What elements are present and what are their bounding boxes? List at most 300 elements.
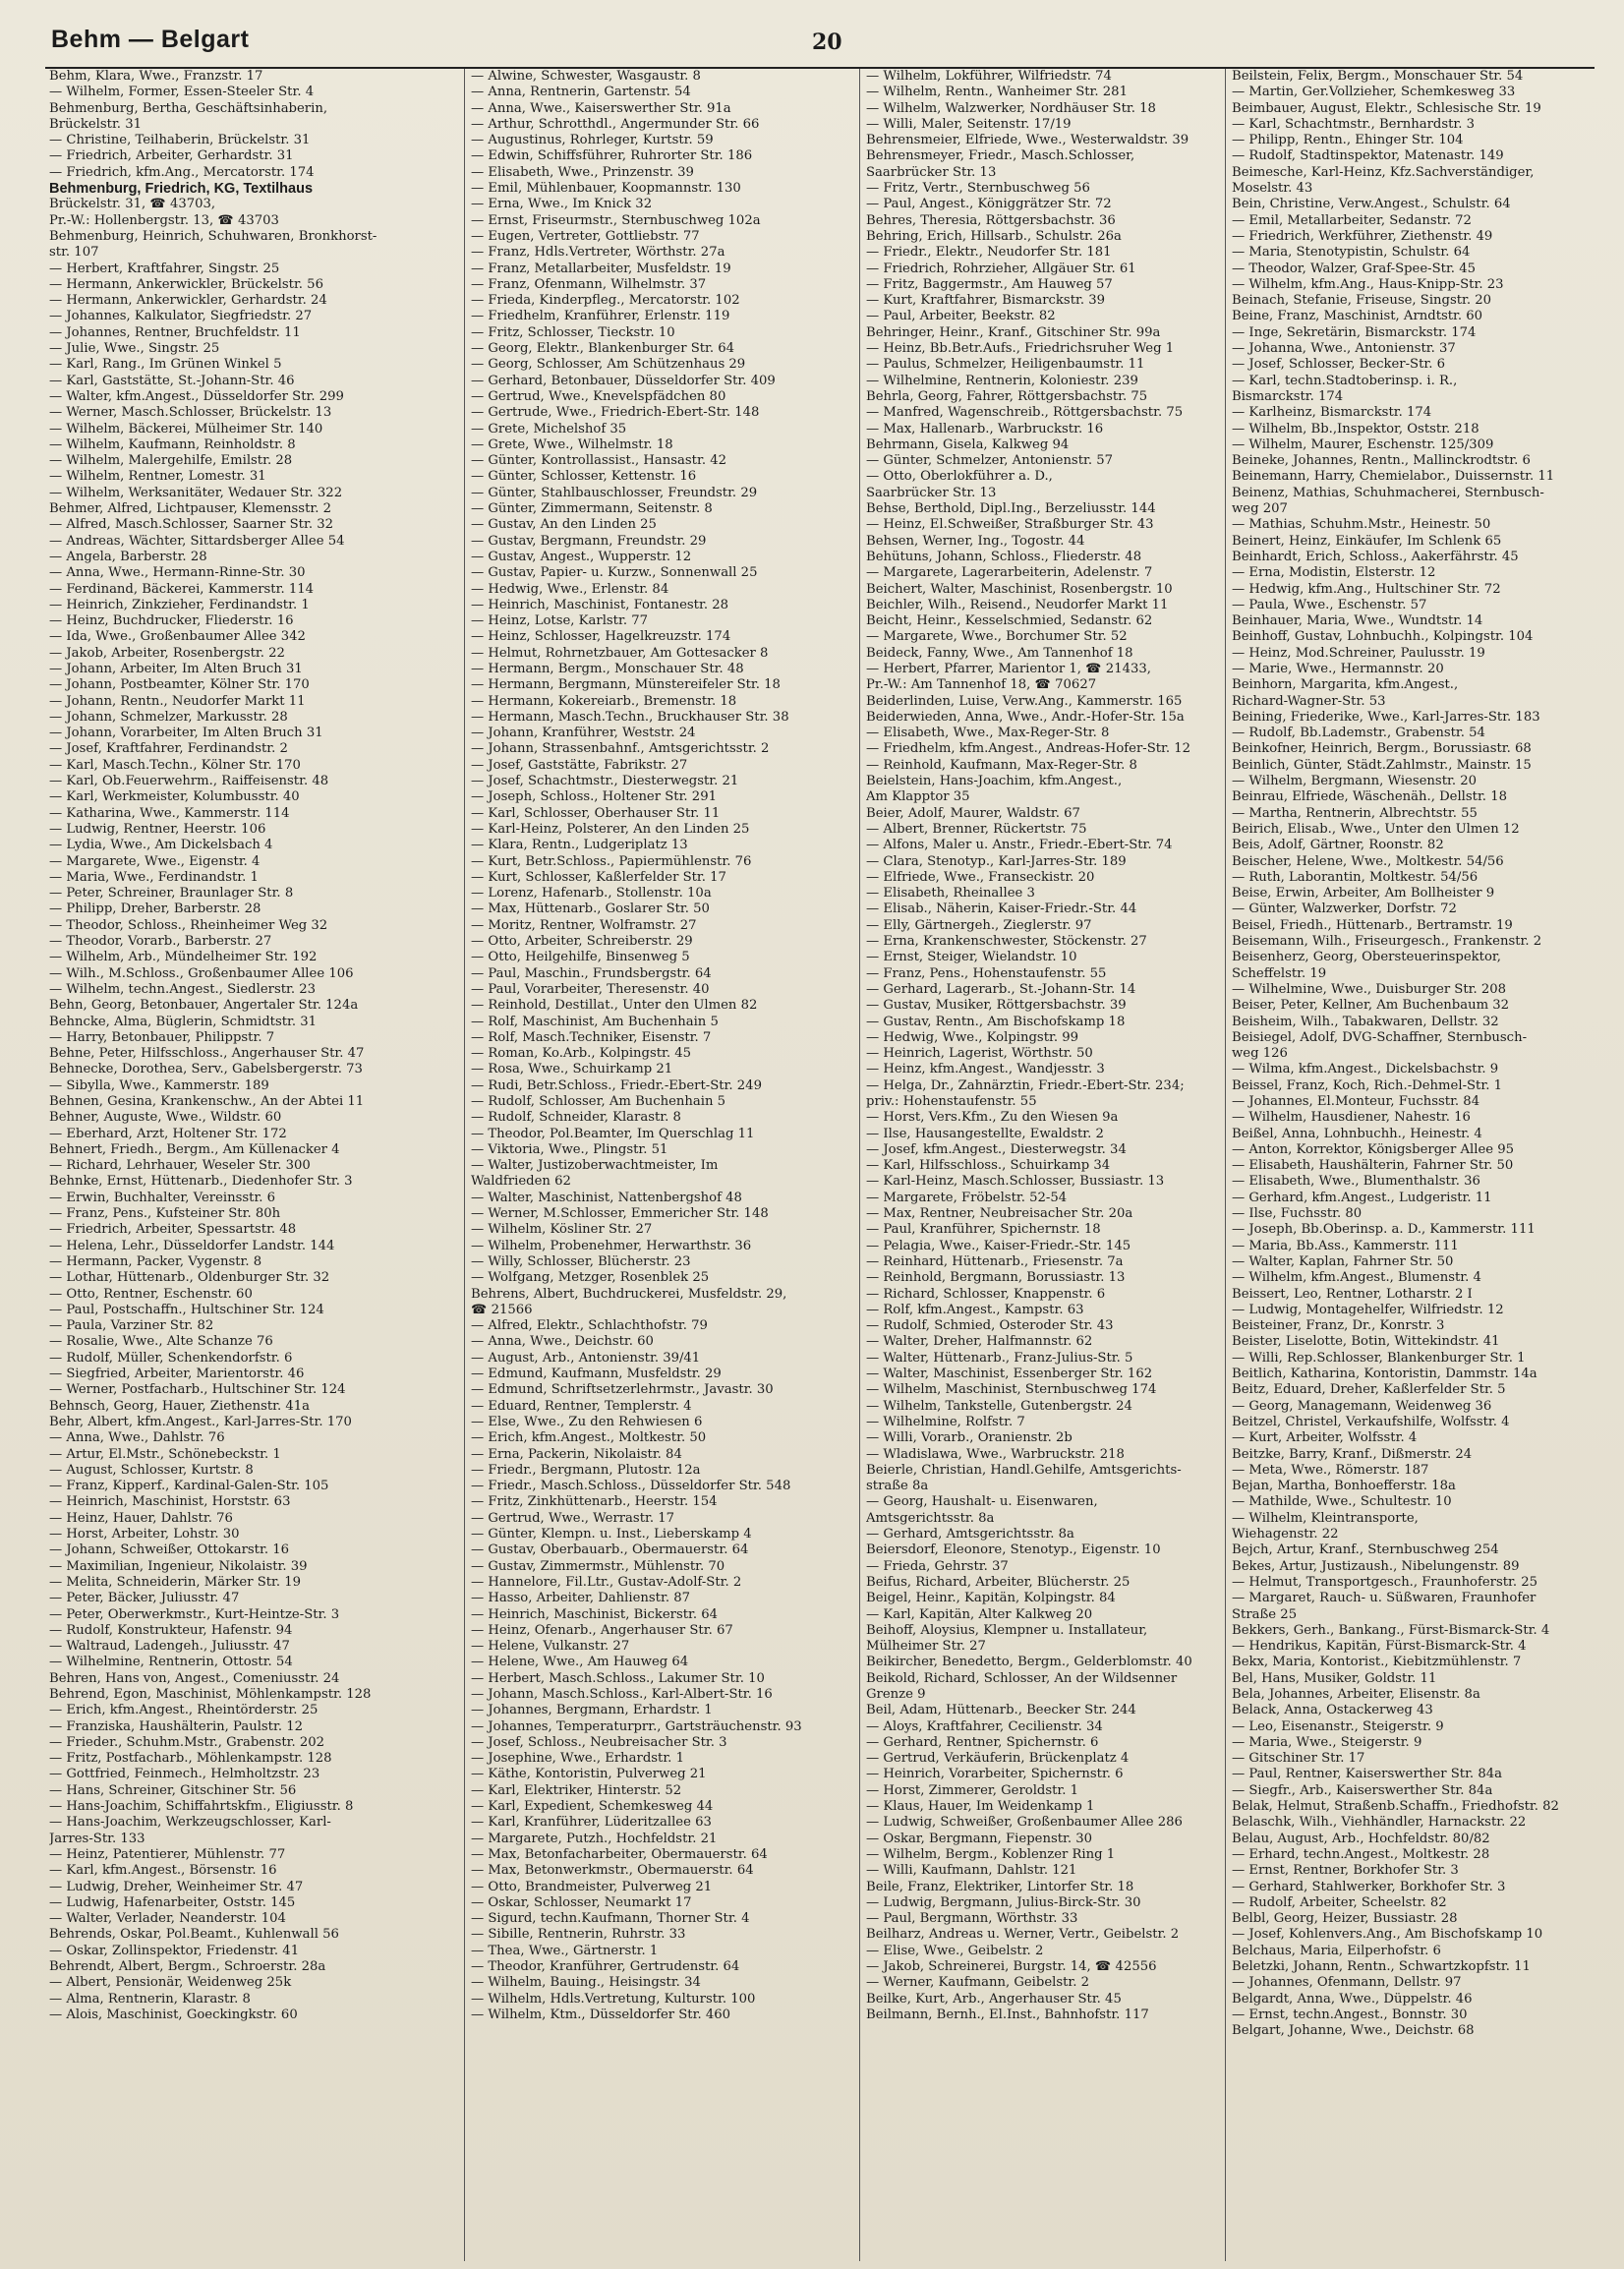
directory-entry: — Anna, Wwe., Hermann-Rinne-Str. 30 xyxy=(49,565,306,581)
directory-entry: — Max, Betonwerkmstr., Obermauerstr. 64 xyxy=(471,1863,754,1879)
directory-entry: — Wilhelmine, Wwe., Duisburger Str. 208 xyxy=(1232,981,1507,997)
directory-entry: — Reinhold, Bergmann, Borussiastr. 13 xyxy=(866,1270,1126,1286)
directory-entry: Behmenburg, Bertha, Geschäftsinhaberin, xyxy=(49,100,328,116)
directory-entry: Beichler, Wilh., Reisend., Neudorfer Markt 11 xyxy=(866,597,1169,612)
directory-entry: — Erna, Wwe., Im Knick 32 xyxy=(471,197,653,212)
directory-entry: Behmenburg, Friedrich, KG, Textilhaus xyxy=(49,181,314,198)
directory-entry: — Max, Hallenarb., Warbruckstr. 16 xyxy=(866,421,1104,436)
directory-entry: Behres, Theresia, Röttgersbachstr. 36 xyxy=(866,212,1116,228)
directory-entry: Behrends, Oskar, Pol.Beamt., Kuhlenwall 56 xyxy=(49,1927,339,1943)
directory-entry: — Albert, Pensionär, Weidenweg 25k xyxy=(49,1975,292,1991)
directory-entry: Belack, Anna, Ostackerweg 43 xyxy=(1232,1703,1433,1718)
directory-entry: Beißel, Anna, Lohnbuchh., Heinestr. 4 xyxy=(1232,1126,1482,1141)
directory-entry: — Oskar, Bergmann, Fiepenstr. 30 xyxy=(866,1831,1093,1846)
running-head: Behm — Belgart xyxy=(51,26,250,53)
directory-entry: — Gerhard, Amtsgerichtsstr. 8a xyxy=(866,1527,1074,1542)
directory-entry: — Mathilde, Wwe., Schultestr. 10 xyxy=(1232,1494,1452,1510)
directory-entry: — Wilhelm, Arb., Mündelheimer Str. 192 xyxy=(49,950,318,965)
directory-entry: — Rudolf, Stadtinspektor, Matenastr. 149 xyxy=(1232,148,1504,164)
directory-entry: — Theodor, Pol.Beamter, Im Querschlag 11 xyxy=(471,1126,755,1141)
directory-entry: — Paul, Vorarbeiter, Theresenstr. 40 xyxy=(471,981,710,997)
directory-entry: — Pelagia, Wwe., Kaiser-Friedr.-Str. 145 xyxy=(866,1238,1131,1253)
directory-entry: — Kurt, Schlosser, Kaßlerfelder Str. 17 xyxy=(471,869,726,885)
directory-entry: — Moritz, Rentner, Wolframstr. 27 xyxy=(471,917,697,933)
directory-entry: Behütuns, Johann, Schloss., Fliederstr. 48 xyxy=(866,549,1142,564)
directory-entry: — Heinz, Ofenarb., Angerhauser Str. 67 xyxy=(471,1622,733,1638)
directory-entry: Beisiegel, Adolf, DVG-Schaffner, Sternbusch- xyxy=(1232,1029,1528,1045)
directory-entry: — Helena, Lehr., Düsseldorfer Landstr. 144 xyxy=(49,1238,335,1253)
directory-entry: — Johannes, Kalkulator, Siegfriedstr. 27 xyxy=(49,309,313,324)
directory-entry: — Anna, Rentnerin, Gartenstr. 54 xyxy=(471,85,691,100)
directory-entry: — Johann, Schmelzer, Markusstr. 28 xyxy=(49,709,288,725)
directory-entry: — Paula, Varziner Str. 82 xyxy=(49,1318,214,1334)
directory-entry: — Klara, Rentn., Ludgeriplatz 13 xyxy=(471,838,688,853)
directory-entry: Straße 25 xyxy=(1232,1606,1298,1622)
directory-entry: — Elise, Wwe., Geibelstr. 2 xyxy=(866,1943,1044,1958)
directory-entry: — Rosa, Wwe., Schuirkamp 21 xyxy=(471,1062,673,1077)
directory-entry: — Franz, Kipperf., Kardinal-Galen-Str. 105 xyxy=(49,1479,329,1494)
directory-entry: Grenze 9 xyxy=(866,1686,926,1702)
directory-entry: — Oskar, Schlosser, Neumarkt 17 xyxy=(471,1894,692,1910)
directory-entry: Beinach, Stefanie, Friseuse, Singstr. 20 xyxy=(1232,293,1492,309)
directory-entry: Beissel, Franz, Koch, Rich.-Dehmel-Str. 1 xyxy=(1232,1077,1502,1093)
directory-entry: — Wilhelm, Ktm., Düsseldorfer Str. 460 xyxy=(471,2007,731,2022)
directory-entry: — Reinhold, Kaufmann, Max-Reger-Str. 8 xyxy=(866,757,1137,773)
directory-entry: Behnen, Gesina, Krankenschw., An der Abtei 11 xyxy=(49,1094,365,1109)
directory-entry: — Wilhelm, Probenehmer, Herwarthstr. 36 xyxy=(471,1238,752,1253)
directory-entry: — Elisabeth, Haushälterin, Fahrner Str. 50 xyxy=(1232,1158,1514,1174)
directory-entry: — Franziska, Haushälterin, Paulstr. 12 xyxy=(49,1718,303,1734)
directory-entry: — Walter, Verlader, Neanderstr. 104 xyxy=(49,1911,286,1927)
directory-entry: — Erna, Packerin, Nikolaistr. 84 xyxy=(471,1446,682,1462)
directory-entry: — Hermann, Bergmann, Münstereifeler Str. 18 xyxy=(471,677,781,693)
directory-entry: Beinlich, Günter, Städt.Zahlmstr., Mainstr. 15 xyxy=(1232,757,1532,773)
directory-entry: — Richard, Lehrhauer, Weseler Str. 300 xyxy=(49,1158,311,1174)
directory-entry: — Emil, Mühlenbauer, Koopmannstr. 130 xyxy=(471,181,741,197)
directory-entry: — Günter, Stahlbauschlosser, Freundstr. 29 xyxy=(471,485,758,500)
directory-entry: — Hasso, Arbeiter, Dahlienstr. 87 xyxy=(471,1591,690,1606)
directory-entry: — Heinz, Bb.Betr.Aufs., Friedrichsruher Weg 1 xyxy=(866,341,1175,357)
directory-entry: — Günter, Klempn. u. Inst., Lieberskamp 4 xyxy=(471,1527,752,1542)
directory-entry: — Ilse, Fuchsstr. 80 xyxy=(1232,1206,1363,1222)
directory-entry: — Ilse, Hausangestellte, Ewaldstr. 2 xyxy=(866,1126,1104,1141)
directory-entry: — Johanna, Wwe., Antonienstr. 37 xyxy=(1232,341,1456,357)
directory-entry: — Rudolf, Schneider, Klarastr. 8 xyxy=(471,1110,681,1126)
directory-entry: weg 126 xyxy=(1232,1046,1288,1062)
directory-entry: Beierle, Christian, Handl.Gehilfe, Amtsgerichts- xyxy=(866,1462,1182,1478)
directory-entry: — Wilhelm, Malergehilfe, Emilstr. 28 xyxy=(49,453,293,469)
directory-entry: — Paul, Arbeiter, Beekstr. 82 xyxy=(866,309,1056,324)
directory-entry: Behrmann, Gisela, Kalkweg 94 xyxy=(866,436,1070,452)
directory-entry: Beichert, Walter, Maschinist, Rosenbergstr. 10 xyxy=(866,581,1173,597)
directory-entry: Beideck, Fanny, Wwe., Am Tannenhof 18 xyxy=(866,645,1133,661)
directory-entry: — Anna, Wwe., Kaiserswerther Str. 91a xyxy=(471,100,731,116)
directory-entry: — Albert, Brenner, Rückertstr. 75 xyxy=(866,821,1087,837)
directory-entry: — Günter, Walzwerker, Dorfstr. 72 xyxy=(1232,902,1457,917)
directory-entry: — Maximilian, Ingenieur, Nikolaistr. 39 xyxy=(49,1558,308,1574)
directory-entry: — Josephine, Wwe., Erhardstr. 1 xyxy=(471,1751,684,1767)
directory-entry: Beile, Franz, Elektriker, Lintorfer Str. 18 xyxy=(866,1879,1134,1894)
directory-entry: — Wilhelmine, Rentnerin, Koloniestr. 239 xyxy=(866,373,1138,388)
directory-entry: — Günter, Zimmermann, Seitenstr. 8 xyxy=(471,501,713,517)
directory-entry: — Melita, Schneiderin, Märker Str. 19 xyxy=(49,1574,302,1590)
directory-entry: Beisenherz, Georg, Obersteuerinspektor, xyxy=(1232,950,1501,965)
directory-entry: — Lothar, Hüttenarb., Oldenburger Str. 32 xyxy=(49,1270,330,1286)
directory-entry: — Wolfgang, Metzger, Rosenblek 25 xyxy=(471,1270,710,1286)
directory-entry: Beisemann, Wilh., Friseurgesch., Frankenstr. 2 xyxy=(1232,934,1542,950)
directory-entry: — Karl-Heinz, Polsterer, An den Linden 25 xyxy=(471,821,750,837)
directory-entry: Bekes, Artur, Justizaush., Nibelungenstr. 89 xyxy=(1232,1558,1520,1574)
directory-entry: — Theodor, Walzer, Graf-Spee-Str. 45 xyxy=(1232,261,1476,276)
directory-entry: — Leo, Eisenanstr., Steigerstr. 9 xyxy=(1232,1718,1444,1734)
directory-entry: — Hedwig, Wwe., Erlenstr. 84 xyxy=(471,581,669,597)
directory-entry: — Reinhard, Hüttenarb., Friesenstr. 7a xyxy=(866,1253,1124,1269)
directory-entry: — Erhard, techn.Angest., Moltkestr. 28 xyxy=(1232,1846,1490,1862)
directory-entry: — Erna, Krankenschwester, Stöckenstr. 27 xyxy=(866,934,1147,950)
directory-entry: Beinkofner, Heinrich, Bergm., Borussiastr. 68 xyxy=(1232,741,1532,757)
directory-entry: — Wilhelm, Kösliner Str. 27 xyxy=(471,1222,653,1238)
directory-entry: Beitlich, Katharina, Kontoristin, Dammstr. 14a xyxy=(1232,1367,1537,1382)
directory-entry: — Friedrich, Arbeiter, Gerhardstr. 31 xyxy=(49,148,294,164)
directory-entry: Behringer, Heinr., Kranf., Gitschiner Str. 99a xyxy=(866,324,1161,340)
directory-entry: Amtsgerichtsstr. 8a xyxy=(866,1510,995,1526)
directory-entry: — Kurt, Betr.Schloss., Papiermühlenstr. 76 xyxy=(471,853,752,869)
directory-entry: — Frieder., Schuhm.Mstr., Grabenstr. 202 xyxy=(49,1734,325,1750)
directory-entry: — Eugen, Vertreter, Gottliebstr. 77 xyxy=(471,228,700,244)
directory-entry: — Wilhelm, kfm.Angest., Blumenstr. 4 xyxy=(1232,1270,1481,1286)
directory-entry: Beinenz, Mathias, Schuhmacherei, Sternbusch- xyxy=(1232,485,1544,500)
directory-entry: — Gottfried, Feinmech., Helmholtzstr. 23 xyxy=(49,1767,320,1782)
directory-entry: — Wladislawa, Wwe., Warbruckstr. 218 xyxy=(866,1446,1125,1462)
directory-entry: Beis, Adolf, Gärtner, Roonstr. 82 xyxy=(1232,838,1444,853)
directory-entry: — Karl, techn.Stadtoberinsp. i. R., xyxy=(1232,373,1458,388)
directory-entry: — Günter, Kontrollassist., Hansastr. 42 xyxy=(471,453,726,469)
directory-entry: Belgart, Johanne, Wwe., Deichstr. 68 xyxy=(1232,2023,1475,2039)
directory-entry: — Wilhelm, Kaufmann, Reinholdstr. 8 xyxy=(49,436,296,452)
directory-entry: — Gertrud, Wwe., Werrastr. 17 xyxy=(471,1510,675,1526)
directory-entry: Beischer, Helene, Wwe., Moltkestr. 54/56 xyxy=(1232,853,1504,869)
directory-entry: Bela, Johannes, Arbeiter, Elisenstr. 8a xyxy=(1232,1686,1480,1702)
directory-entry: Behnke, Ernst, Hüttenarb., Diedenhofer Str. 3 xyxy=(49,1174,353,1190)
directory-entry: — Johannes, Temperaturprr., Gartsträuchenstr. 93 xyxy=(471,1718,802,1734)
directory-entry: Beiser, Peter, Kellner, Am Buchenbaum 32 xyxy=(1232,998,1510,1014)
directory-entry: — Fritz, Vertr., Sternbuschweg 56 xyxy=(866,181,1090,197)
directory-entry: — Heinz, Buchdrucker, Fliederstr. 16 xyxy=(49,613,294,629)
directory-entry: Beinhoff, Gustav, Lohnbuchh., Kolpingstr. 104 xyxy=(1232,629,1534,645)
directory-entry: — Ida, Wwe., Großenbaumer Allee 342 xyxy=(49,629,306,645)
directory-entry: — Otto, Brandmeister, Pulverweg 21 xyxy=(471,1879,713,1894)
directory-entry: — Georg, Managemann, Weidenweg 36 xyxy=(1232,1398,1492,1414)
directory-entry: — Rolf, Maschinist, Am Buchenhain 5 xyxy=(471,1014,719,1029)
directory-entry: — Franz, Pens., Kufsteiner Str. 80h xyxy=(49,1206,281,1222)
directory-entry: — Edmund, Kaufmann, Musfeldstr. 29 xyxy=(471,1367,722,1382)
directory-entry: — Roman, Ko.Arb., Kolpingstr. 45 xyxy=(471,1046,692,1062)
directory-entry: — Paul, Maschin., Frundsbergstr. 64 xyxy=(471,965,712,981)
directory-entry: — Theodor, Kranführer, Gertrudenstr. 64 xyxy=(471,1959,740,1975)
directory-entry: — Gerhard, kfm.Angest., Ludgeristr. 11 xyxy=(1232,1190,1492,1205)
directory-entry: — Andreas, Wächter, Sittardsberger Allee 54 xyxy=(49,533,345,549)
directory-entry: — Friedrich, Arbeiter, Spessartstr. 48 xyxy=(49,1222,297,1238)
directory-entry: — Heinz, Lotse, Karlstr. 77 xyxy=(471,613,649,629)
directory-entry: Saarbrücker Str. 13 xyxy=(866,485,997,500)
directory-entry: — Wilhelm, Former, Essen-Steeler Str. 4 xyxy=(49,85,315,100)
directory-entry: — Josef, Schlosser, Becker-Str. 6 xyxy=(1232,357,1446,373)
directory-entry: — Hermann, Bergm., Monschauer Str. 48 xyxy=(471,661,744,676)
directory-entry: — Anton, Korrektor, Königsberger Allee 95 xyxy=(1232,1141,1515,1157)
directory-entry: — Wilma, kfm.Angest., Dickelsbachstr. 9 xyxy=(1232,1062,1499,1077)
directory-entry: — Gerhard, Rentner, Spichernstr. 6 xyxy=(866,1734,1099,1750)
directory-entry: — Viktoria, Wwe., Plingstr. 51 xyxy=(471,1141,668,1157)
directory-entry: — Karlheinz, Bismarckstr. 174 xyxy=(1232,405,1432,421)
directory-entry: — Wilhelmine, Rentnerin, Ottostr. 54 xyxy=(49,1655,293,1670)
directory-entry: — Walter, Justizoberwachtmeister, Im xyxy=(471,1158,719,1174)
directory-entry: — Gitschiner Str. 17 xyxy=(1232,1751,1365,1767)
directory-entry: — Franz, Ofenmann, Wilhelmstr. 37 xyxy=(471,276,707,292)
directory-entry: Belak, Helmut, Straßenb.Schaffn., Friedhofstr. 82 xyxy=(1232,1799,1559,1815)
directory-entry: Belbl, Georg, Heizer, Bussiastr. 28 xyxy=(1232,1911,1458,1927)
directory-entry: — Käthe, Kontoristin, Pulverweg 21 xyxy=(471,1767,707,1782)
directory-entry: — Willi, Kaufmann, Dahlstr. 121 xyxy=(866,1863,1077,1879)
directory-entry: Behncke, Alma, Büglerin, Schmidtstr. 31 xyxy=(49,1014,318,1029)
directory-entry: — Friedr., Bergmann, Plutostr. 12a xyxy=(471,1462,701,1478)
directory-entry: — Frieda, Kinderpfleg., Mercatorstr. 102 xyxy=(471,293,740,309)
directory-entry: Beinemann, Harry, Chemielabor., Duissernstr. 11 xyxy=(1232,469,1555,485)
directory-entry: — Heinrich, Lagerist, Wörthstr. 50 xyxy=(866,1046,1093,1062)
directory-entry: — Inge, Sekretärin, Bismarckstr. 174 xyxy=(1232,324,1477,340)
directory-entry: — Rudolf, Schmied, Osteroder Str. 43 xyxy=(866,1318,1114,1334)
directory-entry: Beining, Friederike, Wwe., Karl-Jarres-Str. 183 xyxy=(1232,709,1540,725)
directory-entry: — Johannes, El.Monteur, Fuchsstr. 84 xyxy=(1232,1094,1480,1109)
directory-entry: — Johannes, Bergmann, Erhardstr. 1 xyxy=(471,1703,713,1718)
directory-entry: — Gerhard, Stahlwerker, Borkhofer Str. 3 xyxy=(1232,1879,1506,1894)
directory-entry: — Helene, Vulkanstr. 27 xyxy=(471,1639,630,1655)
directory-entry: — Joseph, Schloss., Holtener Str. 291 xyxy=(471,789,717,805)
directory-entry: — Friedhelm, kfm.Angest., Andreas-Hofer-Str. 12 xyxy=(866,741,1191,757)
directory-entry: — Wilhelm, techn.Angest., Siedlerstr. 23 xyxy=(49,981,317,997)
directory-entry: Beimbauer, August, Elektr., Schlesische Str. 19 xyxy=(1232,100,1541,116)
directory-entry: — Rudolf, Konstrukteur, Hafenstr. 94 xyxy=(49,1622,293,1638)
directory-entry: — Maria, Bb.Ass., Kammerstr. 111 xyxy=(1232,1238,1459,1253)
directory-entry: Moselstr. 43 xyxy=(1232,181,1313,197)
directory-entry: Beiderwieden, Anna, Wwe., Andr.-Hofer-Str. 15a xyxy=(866,709,1185,725)
directory-entry: Bekx, Maria, Kontorist., Kiebitzmühlenstr. 7 xyxy=(1232,1655,1522,1670)
directory-entry: — Artur, El.Mstr., Schönebeckstr. 1 xyxy=(49,1446,281,1462)
directory-entry: — Rosalie, Wwe., Alte Schanze 76 xyxy=(49,1334,273,1350)
directory-entry: Behrla, Georg, Fahrer, Röttgersbachstr. 75 xyxy=(866,388,1148,404)
directory-entry: — Fritz, Schlosser, Tieckstr. 10 xyxy=(471,324,675,340)
directory-entry: Beimesche, Karl-Heinz, Kfz.Sachverständiger, xyxy=(1232,164,1535,180)
directory-entry: — Karl-Heinz, Masch.Schlosser, Bussiastr. 13 xyxy=(866,1174,1165,1190)
directory-entry: Beilke, Kurt, Arb., Angerhauser Str. 45 xyxy=(866,1991,1122,2007)
directory-entry: — Ernst, techn.Angest., Bonnstr. 30 xyxy=(1232,2007,1468,2022)
directory-entry: Pr.-W.: Hollenbergstr. 13, ☎ 43703 xyxy=(49,212,279,228)
directory-entry: — Heinrich, Maschinist, Horststr. 63 xyxy=(49,1494,291,1510)
directory-entry: Bejan, Martha, Bonhoefferstr. 18a xyxy=(1232,1479,1456,1494)
directory-entry: — Margaret, Rauch- u. Süßwaren, Fraunhofer xyxy=(1232,1591,1537,1606)
directory-entry: — Heinrich, Vorarbeiter, Spichernstr. 6 xyxy=(866,1767,1124,1782)
directory-entry: — Ruth, Laborantin, Moltkestr. 54/56 xyxy=(1232,869,1479,885)
directory-entry: — Karl, Ob.Feuerwehrm., Raiffeisenstr. 48 xyxy=(49,774,329,789)
directory-entry: — Karl, Kapitän, Alter Kalkweg 20 xyxy=(866,1606,1093,1622)
directory-entry: — Eberhard, Arzt, Holtener Str. 172 xyxy=(49,1126,287,1141)
directory-entry: — Heinz, Mod.Schreiner, Paulusstr. 19 xyxy=(1232,645,1485,661)
directory-entry: Behrendt, Albert, Bergm., Schroerstr. 28a xyxy=(49,1959,326,1975)
directory-entry: — Waltraud, Ladengeh., Juliusstr. 47 xyxy=(49,1639,290,1655)
directory-entry: Saarbrücker Str. 13 xyxy=(866,164,997,180)
directory-entry: — Katharina, Wwe., Kammerstr. 114 xyxy=(49,805,290,821)
directory-entry: — Hendrikus, Kapitän, Fürst-Bismarck-Str. 4 xyxy=(1232,1639,1527,1655)
directory-entry: — Kurt, Arbeiter, Wolfsstr. 4 xyxy=(1232,1430,1418,1446)
directory-entry: — Otto, Heilgehilfe, Binsenweg 5 xyxy=(471,950,690,965)
directory-entry: — Heinz, Schlosser, Hagelkreuzstr. 174 xyxy=(471,629,731,645)
directory-entry: Behrens, Albert, Buchdruckerei, Musfeldstr. 29, xyxy=(471,1286,787,1302)
directory-entry: — Rolf, kfm.Angest., Kampstr. 63 xyxy=(866,1302,1084,1317)
directory-entry: — Martha, Rentnerin, Albrechtstr. 55 xyxy=(1232,805,1478,821)
directory-entry: Wiehagenstr. 22 xyxy=(1232,1527,1339,1542)
directory-entry: Behring, Erich, Hillsarb., Schulstr. 26a xyxy=(866,228,1122,244)
directory-entry: — Julie, Wwe., Singstr. 25 xyxy=(49,341,220,357)
directory-entry: — Margarete, Lagerarbeiterin, Adelenstr. 7 xyxy=(866,565,1153,581)
directory-entry: — Margarete, Putzh., Hochfeldstr. 21 xyxy=(471,1831,718,1846)
directory-entry: — Karl, Hilfsschloss., Schuirkamp 34 xyxy=(866,1158,1111,1174)
directory-entry: Beil, Adam, Hüttenarb., Beecker Str. 244 xyxy=(866,1703,1136,1718)
directory-entry: — Wilhelmine, Rolfstr. 7 xyxy=(866,1414,1025,1429)
directory-entry: — Willy, Schlosser, Blücherstr. 23 xyxy=(471,1253,691,1269)
directory-entry: — Otto, Rentner, Eschenstr. 60 xyxy=(49,1286,253,1302)
directory-entry: — Josef, Kohlenvers.Ang., Am Bischofskamp 10 xyxy=(1232,1927,1543,1943)
directory-entry: Beineke, Johannes, Rentn., Mallinckrodtstr. 6 xyxy=(1232,453,1531,469)
directory-entry: — Johann, Masch.Schloss., Karl-Albert-Str. 16 xyxy=(471,1686,773,1702)
directory-entry: — Friedr., Masch.Schloss., Düsseldorfer Str. 548 xyxy=(471,1479,791,1494)
directory-entry: — Elisabeth, Wwe., Prinzenstr. 39 xyxy=(471,164,694,180)
directory-entry: — Heinz, Patentierer, Mühlenstr. 77 xyxy=(49,1846,286,1862)
directory-entry: Behnert, Friedh., Bergm., Am Küllenacker 4 xyxy=(49,1141,340,1157)
directory-entry: — August, Schlosser, Kurtstr. 8 xyxy=(49,1462,254,1478)
directory-entry: — Willi, Vorarb., Oranienstr. 2b xyxy=(866,1430,1073,1446)
page-number: 20 xyxy=(812,29,842,55)
directory-entry: Beilharz, Andreas u. Werner, Vertr., Geibelstr. 2 xyxy=(866,1927,1180,1943)
directory-entry: — Willi, Maler, Seitenstr. 17/19 xyxy=(866,116,1072,132)
directory-entry: — Hans-Joachim, Werkzeugschlosser, Karl- xyxy=(49,1815,331,1831)
directory-entry: — Helmut, Rohrnetzbauer, Am Gottesacker 8 xyxy=(471,645,769,661)
directory-entry: — Johann, Postbeamter, Kölner Str. 170 xyxy=(49,677,310,693)
directory-entry: — Gerhard, Betonbauer, Düsseldorfer Str. 409 xyxy=(471,373,776,388)
directory-entry: — Gustav, Musiker, Röttgersbachstr. 39 xyxy=(866,998,1127,1014)
directory-entry: Beier, Adolf, Maurer, Waldstr. 67 xyxy=(866,805,1080,821)
directory-entry: Brückelstr. 31 xyxy=(49,116,142,132)
directory-entry: — Wilhelm, Bauing., Heisingstr. 34 xyxy=(471,1975,701,1991)
directory-entry: — Georg, Haushalt- u. Eisenwaren, xyxy=(866,1494,1098,1510)
directory-entry: — Alma, Rentnerin, Klarastr. 8 xyxy=(49,1991,251,2007)
directory-entry: Am Klapptor 35 xyxy=(866,789,970,805)
directory-entry: Beister, Liselotte, Botin, Wittekindstr. 41 xyxy=(1232,1334,1500,1350)
directory-entry: — Karl, Schlosser, Oberhauser Str. 11 xyxy=(471,805,721,821)
directory-entry: — Wilhelm, Werksanitäter, Wedauer Str. 322 xyxy=(49,485,343,500)
directory-entry: — Walter, kfm.Angest., Düsseldorfer Str. 299 xyxy=(49,388,344,404)
directory-entry: — Gustav, Bergmann, Freundstr. 29 xyxy=(471,533,707,549)
directory-entry: — Friedr., Elektr., Neudorfer Str. 181 xyxy=(866,245,1112,261)
directory-entry: — Friedhelm, Kranführer, Erlenstr. 119 xyxy=(471,309,730,324)
directory-entry: — Wilhelm, Bergm., Koblenzer Ring 1 xyxy=(866,1846,1116,1862)
directory-entry: — Hermann, Masch.Techn., Bruckhauser Str. 38 xyxy=(471,709,789,725)
directory-entry: — Max, Hüttenarb., Goslarer Str. 50 xyxy=(471,902,710,917)
directory-entry: — Georg, Elektr., Blankenburger Str. 64 xyxy=(471,341,735,357)
directory-entry: — Horst, Vers.Kfm., Zu den Wiesen 9a xyxy=(866,1110,1119,1126)
directory-entry: — Ferdinand, Bäckerei, Kammerstr. 114 xyxy=(49,581,315,597)
directory-entry: — Wilhelm, Hausdiener, Nahestr. 16 xyxy=(1232,1110,1471,1126)
directory-entry: — Ludwig, Hafenarbeiter, Oststr. 145 xyxy=(49,1894,296,1910)
directory-entry: Belchaus, Maria, Eilperhofstr. 6 xyxy=(1232,1943,1441,1958)
directory-entry: — Elfriede, Wwe., Franseckistr. 20 xyxy=(866,869,1095,885)
directory-entry: Beifus, Richard, Arbeiter, Blücherstr. 25 xyxy=(866,1574,1131,1590)
directory-entry: Beielstein, Hans-Joachim, kfm.Angest., xyxy=(866,774,1123,789)
directory-entry: — Alfred, Masch.Schlosser, Saarner Str. 32 xyxy=(49,517,333,533)
directory-entry: — Mathias, Schuhm.Mstr., Heinestr. 50 xyxy=(1232,517,1491,533)
directory-entry: — Georg, Schlosser, Am Schützenhaus 29 xyxy=(471,357,746,373)
directory-entry: — Heinrich, Maschinist, Bickerstr. 64 xyxy=(471,1606,719,1622)
directory-entry: — Hedwig, kfm.Ang., Hultschiner Str. 72 xyxy=(1232,581,1501,597)
directory-entry: — Wilhelm, Kleintransporte, xyxy=(1232,1510,1419,1526)
directory-entry: — Hannelore, Fil.Ltr., Gustav-Adolf-Str. 2 xyxy=(471,1574,742,1590)
directory-entry: — Wilhelm, Maschinist, Sternbuschweg 174 xyxy=(866,1382,1157,1398)
directory-entry: — Margarete, Fröbelstr. 52-54 xyxy=(866,1190,1068,1205)
directory-entry: — Fritz, Zinkhüttenarb., Heerstr. 154 xyxy=(471,1494,718,1510)
directory-entry: — Clara, Stenotyp., Karl-Jarres-Str. 189 xyxy=(866,853,1127,869)
directory-entry: Beihoff, Aloysius, Klempner u. Installateur, xyxy=(866,1622,1148,1638)
directory-entry: — Paul, Kranführer, Spichernstr. 18 xyxy=(866,1222,1101,1238)
directory-entry: — Elly, Gärtnergeh., Zieglerstr. 97 xyxy=(866,917,1092,933)
directory-entry: — Otto, Oberlokführer a. D., xyxy=(866,469,1053,485)
directory-entry: — August, Arb., Antonienstr. 39/41 xyxy=(471,1350,701,1366)
directory-entry: Beinhorn, Margarita, kfm.Angest., xyxy=(1232,677,1459,693)
directory-entry: — Elisabeth, Rheinallee 3 xyxy=(866,886,1035,902)
directory-entry: — Peter, Oberwerkmstr., Kurt-Heintze-Str. 3 xyxy=(49,1606,340,1622)
directory-entry: Belaschk, Wilh., Viehhändler, Harnackstr. 22 xyxy=(1232,1815,1527,1831)
directory-entry: — Siegfried, Arbeiter, Marientorstr. 46 xyxy=(49,1367,305,1382)
directory-entry: Behsen, Werner, Ing., Togostr. 44 xyxy=(866,533,1085,549)
directory-entry: — Emil, Metallarbeiter, Sedanstr. 72 xyxy=(1232,212,1472,228)
directory-entry: Behrend, Egon, Maschinist, Möhlenkampstr. 128 xyxy=(49,1686,372,1702)
directory-entry: Belau, August, Arb., Hochfeldstr. 80/82 xyxy=(1232,1831,1490,1846)
directory-entry: — Gertrud, Wwe., Knevelspfädchen 80 xyxy=(471,388,726,404)
directory-entry: Behnecke, Dorothea, Serv., Gabelsbergerstr. 73 xyxy=(49,1062,363,1077)
directory-entry: — Peter, Schreiner, Braunlager Str. 8 xyxy=(49,886,294,902)
directory-entry: — Karl, Werkmeister, Kolumbusstr. 40 xyxy=(49,789,300,805)
directory-entry: Beise, Erwin, Arbeiter, Am Bollheister 9 xyxy=(1232,886,1495,902)
directory-entry: — Philipp, Dreher, Barberstr. 28 xyxy=(49,902,261,917)
directory-entry: — Erwin, Buchhalter, Vereinsstr. 6 xyxy=(49,1190,276,1205)
directory-entry: Beigel, Heinr., Kapitän, Kolpingstr. 84 xyxy=(866,1591,1116,1606)
directory-columns xyxy=(49,69,1602,2261)
directory-entry: — Martin, Ger.Vollzieher, Schemkesweg 33 xyxy=(1232,85,1516,100)
directory-entry: Behner, Auguste, Wwe., Wildstr. 60 xyxy=(49,1110,282,1126)
directory-entry: — Ernst, Friseurmstr., Sternbuschweg 102a xyxy=(471,212,761,228)
directory-entry: — Paul, Postschaffn., Hultschiner Str. 124 xyxy=(49,1302,324,1317)
directory-entry: — Kurt, Kraftfahrer, Bismarckstr. 39 xyxy=(866,293,1106,309)
directory-entry: — Heinz, El.Schweißer, Straßburger Str. 43 xyxy=(866,517,1154,533)
directory-entry: — Harry, Betonbauer, Philippstr. 7 xyxy=(49,1029,275,1045)
directory-entry: — Gustav, An den Linden 25 xyxy=(471,517,657,533)
directory-entry: — Lydia, Wwe., Am Dickelsbach 4 xyxy=(49,838,273,853)
directory-entry: — Wilhelm, Bergmann, Wiesenstr. 20 xyxy=(1232,774,1478,789)
directory-entry: Behrensmeier, Elfriede, Wwe., Westerwaldstr. 39 xyxy=(866,133,1189,148)
directory-entry: — Walter, Hüttenarb., Franz-Julius-Str. 5 xyxy=(866,1350,1133,1366)
directory-entry: — Karl, Elektriker, Hinterstr. 52 xyxy=(471,1782,682,1798)
directory-entry: — Paul, Bergmann, Wörthstr. 33 xyxy=(866,1911,1078,1927)
directory-entry: — Anna, Wwe., Deichstr. 60 xyxy=(471,1334,654,1350)
directory-entry: — Josef, Kraftfahrer, Ferdinandstr. 2 xyxy=(49,741,288,757)
directory-entry: — Johann, Vorarbeiter, Im Alten Bruch 31 xyxy=(49,726,323,741)
